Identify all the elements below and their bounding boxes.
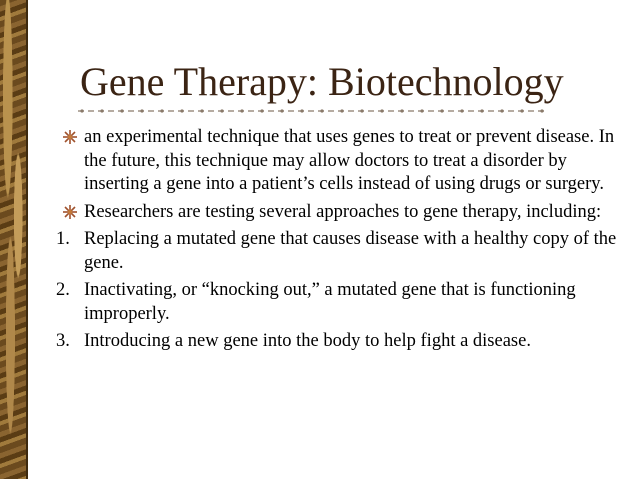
border-edge-line xyxy=(26,0,28,479)
bullet-item xyxy=(62,201,622,225)
bullet-item xyxy=(62,126,622,197)
decorative-wood-border xyxy=(0,0,26,479)
starburst-bullet-icon xyxy=(62,204,78,220)
slide-title: Gene Therapy: Biotechnology xyxy=(80,59,564,104)
item-number: 3. xyxy=(56,331,70,351)
numbered-item xyxy=(56,228,622,275)
bullet-text: an experimental technique that uses genes to treat or prevent disease. In the future, this technique may allow doctors to treat a disorder by inserting a gene into a patient’s cells instead of using drugs or surgery. xyxy=(84,127,615,194)
numbered-item xyxy=(56,330,622,354)
item-number: 2. xyxy=(56,280,70,300)
starburst-bullet-icon xyxy=(62,129,78,145)
title-dash-dot-rule xyxy=(78,104,548,118)
item-number: 1. xyxy=(56,229,70,249)
bullet-text: Researchers are testing several approaches to gene therapy, including: xyxy=(84,201,602,222)
numbered-text: Replacing a mutated gene that causes disease with a healthy copy of the gene. xyxy=(84,229,617,273)
numbered-text: Inactivating, or “knocking out,” a mutated gene that is functioning improperly. xyxy=(84,280,576,324)
slide-body xyxy=(56,126,622,358)
numbered-item xyxy=(56,279,622,326)
numbered-text: Introducing a new gene into the body to help fight a disease. xyxy=(84,331,531,351)
